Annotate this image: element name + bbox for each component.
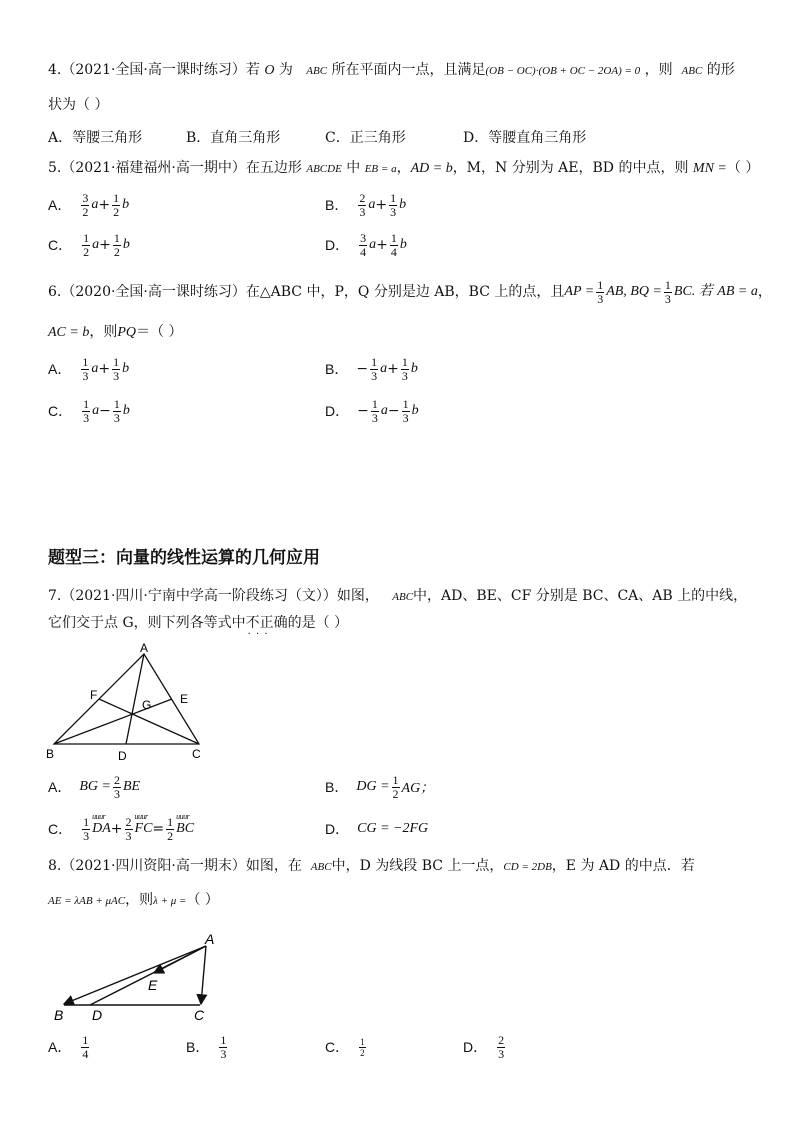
- q6-stem-line1: 6.（2020·全国·高一课时练习）在△ABC 中，P，Q 分别是边 AB，BC 上的点，且 AP = $\frac{1}{3}$ AB, BQ = $\frac{1}{3}$ BC. 若 AB = a ，: [48, 277, 772, 306]
- label-d: D: [92, 1007, 103, 1023]
- label-a: A: [140, 642, 149, 655]
- q4-option-d[interactable]: D．等腰直角三角形: [463, 130, 587, 146]
- section-heading: 题型三：向量的线性运算的几何应用: [48, 548, 320, 568]
- q7-option-d[interactable]: D． CG = −2FG: [325, 821, 429, 837]
- q4-line1: 4.（2021·全国·高一课时练习）若 O 为 ABC 所在平面内一点，且满足(OB − OC)·(OB + OC − 2OA) = 0 ，则 ABC 的形: [48, 62, 735, 78]
- q8-option-c[interactable]: C． $\frac{1}{2}$: [325, 1036, 365, 1058]
- q8-stem-line1: 8.（2021·四川资阳·高一期末）如图，在 ABC中，D 为线段 BC 上一点，CD = 2DB，E 为 AD 的中点．若: [48, 858, 695, 874]
- label-b: B: [54, 1007, 64, 1023]
- label-b: B: [46, 747, 55, 761]
- q5-option-c[interactable]: C． $\frac{1}{2}$ a + $\frac{1}{2}$ b: [48, 230, 130, 259]
- q5-option-d[interactable]: D． $\frac{3}{4}$ a + $\frac{1}{4}$ b: [325, 230, 407, 259]
- label-e: E: [148, 977, 158, 993]
- q7-option-b[interactable]: B． DG = $\frac{1}{2}$ AG；: [325, 772, 435, 801]
- q7-stem-line2: 它们交于点 G，则下列各等式中不正确 · · ·的是（ ）: [48, 613, 348, 633]
- q4-option-c[interactable]: C．正三角形: [325, 130, 406, 146]
- q8-triangle-figure: [50, 928, 230, 1023]
- vector-ae: [154, 946, 206, 973]
- label-c: C: [194, 1007, 205, 1023]
- q5-option-a[interactable]: A． $\frac{3}{2}$ a + $\frac{1}{2}$ b: [48, 190, 130, 219]
- q6-option-b[interactable]: B． − $\frac{1}{3}$ a + $\frac{1}{3}$ b: [325, 354, 418, 383]
- q4-option-a[interactable]: A．等腰三角形: [48, 130, 143, 146]
- vector-ac: [201, 946, 206, 1004]
- label-c: C: [192, 747, 201, 761]
- q6-stem-line2: AC = b，则PQ＝（ ）: [48, 324, 183, 340]
- q7-option-a[interactable]: A． BG = $\frac{2}{3}$ BE: [48, 772, 141, 801]
- q6-option-c[interactable]: C． $\frac{1}{3}$ a − $\frac{1}{3}$ b: [48, 396, 130, 425]
- emphasis-dots: 不正确 · · ·: [246, 615, 288, 631]
- q5-option-b[interactable]: B． $\frac{2}{3}$ a + $\frac{1}{3}$ b: [325, 190, 407, 219]
- label-d: D: [118, 749, 127, 763]
- q4-line2: 状为（ ）: [48, 97, 109, 113]
- label-e: E: [180, 692, 189, 706]
- triangle-abc: [54, 654, 199, 744]
- q8-option-d[interactable]: D． $\frac{2}{3}$: [463, 1032, 505, 1061]
- q4-expression: (OB − OC)·(OB + OC − 2OA) = 0: [485, 65, 641, 77]
- q7-triangle-figure: [44, 642, 214, 767]
- q6-option-a[interactable]: A． $\frac{1}{3}$ a + $\frac{1}{3}$ b: [48, 354, 130, 383]
- q4-option-b[interactable]: B．直角三角形: [186, 130, 281, 146]
- label-g: G: [142, 698, 152, 712]
- vector-ab: [64, 946, 206, 1004]
- label-f: F: [90, 688, 98, 702]
- q7-stem-line1: 7.（2021·四川·宁南中学高一阶段练习（文））如图， ABC中，AD、BE、CF 分别是 BC、CA、AB 上的中线，: [48, 588, 748, 604]
- q6-option-d[interactable]: D． − $\frac{1}{3}$ a − $\frac{1}{3}$ b: [325, 396, 419, 425]
- q5-stem: 5.（2021·福建福州·高一期中）在五边形 ABCDE 中 EB = a，AD = b，M，N 分别为 AE，BD 的中点，则 MN =（ ）: [48, 160, 760, 176]
- q7-option-c[interactable]: C． $\frac{1}{3}$ uuur DA + $\frac{2}{3}$ uuur FC = $\frac{1}{2}$ uuur BC: [48, 814, 194, 844]
- q8-stem-line2: AE = λAB + μAC，则λ + μ =（ ）: [48, 892, 219, 908]
- label-a: A: [205, 931, 215, 947]
- q8-option-b[interactable]: B． $\frac{1}{3}$: [186, 1032, 227, 1061]
- q8-option-a[interactable]: A． $\frac{1}{4}$: [48, 1032, 89, 1061]
